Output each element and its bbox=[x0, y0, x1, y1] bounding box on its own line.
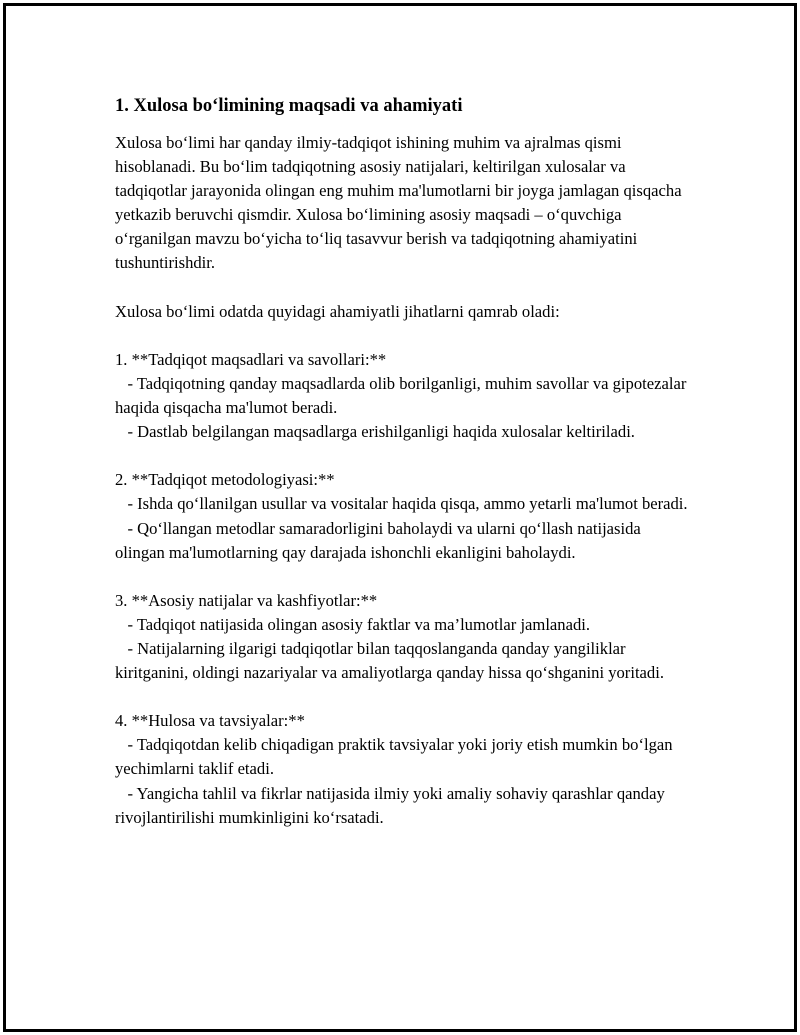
list-item bbox=[115, 372, 690, 420]
list-item-text: - Ishda qo‘llanilgan usullar va vositalar haqida qisqa, ammo yetarli ma'lumot beradi. bbox=[127, 494, 688, 514]
document-body bbox=[115, 93, 690, 830]
lead-paragraph: Xulosa bo‘limi odatda quyidagi ahamiyatli jihatlarni qamrab oladi: bbox=[115, 301, 560, 321]
list-item-text: - Qo‘llangan metodlar samaradorligini baholaydi va ularni qo‘llash natijasida olingan ma'lumotlarning qay darajada ishonchli ekanligini baholaydi. bbox=[115, 518, 641, 562]
paragraph-spacer bbox=[115, 324, 690, 348]
intro-paragraph: Xulosa bo‘limi har qanday ilmiy-tadqiqot ishining muhim va ajralmas qismi hisoblanadi. Bu bo‘lim tadqiqotning asosiy natijalari, keltirilgan xulosalar va tadqiqotlar jarayonida olingan eng muhim ma'lumotlarni bir joyga jamlagan qisqacha yetkazib beruvchi qismdir. Xulosa bo‘limining asosiy maqsadi – o‘quvchiga o‘rganilgan mavzu bo‘yicha to‘liq tasavvur berish va tadqiqotning ahamiyatini tushuntirishdir. bbox=[115, 133, 682, 273]
list-item bbox=[115, 613, 690, 637]
list-item-text: - Natijalarning ilgarigi tadqiqotlar bilan taqqoslanganda qanday yangiliklar kiritganini, oldingi nazariyalar va amaliyotlarga qanday hissa qo‘shganini yoritadi. bbox=[115, 638, 664, 683]
list-section-2 bbox=[115, 468, 690, 564]
paragraph-spacer bbox=[115, 444, 690, 468]
list-item bbox=[115, 782, 690, 830]
list-section-title: 4. **Hulosa va tavsiyalar:** bbox=[115, 711, 305, 731]
list-item-text: - Tadqiqot natijasida olingan asosiy faktlar va ma’lumotlar jamlanadi. bbox=[127, 614, 591, 634]
list-item-text: - Tadqiqotning qanday maqsadlarda olib borilganligi, muhim savollar va gipotezalar haqida qisqacha ma'lumot beradi. bbox=[115, 373, 687, 418]
list-item-text: - Dastlab belgilangan maqsadlarga erishilganligi haqida xulosalar keltiriladi. bbox=[127, 422, 635, 442]
paragraph-spacer bbox=[115, 276, 690, 300]
list-item bbox=[115, 637, 690, 685]
list-section-title: 3. **Asosiy natijalar va kashfiyotlar:** bbox=[115, 590, 378, 610]
list-item bbox=[115, 517, 690, 565]
list-section-3 bbox=[115, 589, 690, 685]
list-item-text: - Tadqiqotdan kelib chiqadigan praktik tavsiyalar yoki joriy etish mumkin bo‘lgan yechimlarni taklif etadi. bbox=[115, 735, 673, 779]
list-section-title: 2. **Tadqiqot metodologiyasi:** bbox=[115, 470, 335, 490]
section-heading: 1. Xulosa bo‘limining maqsadi va ahamiyati bbox=[115, 96, 463, 116]
list-item bbox=[115, 492, 690, 516]
list-section-1 bbox=[115, 348, 690, 444]
list-item-text: - Yangicha tahlil va fikrlar natijasida ilmiy yoki amaliy sohaviy qarashlar qanday rivojlantirilishi mumkinligini ko‘rsatadi. bbox=[115, 783, 665, 827]
list-section-title: 1. **Tadqiqot maqsadlari va savollari:** bbox=[115, 349, 387, 369]
list-section-4 bbox=[115, 709, 690, 829]
paragraph-spacer bbox=[115, 685, 690, 709]
list-item bbox=[115, 733, 690, 781]
paragraph-spacer bbox=[115, 565, 690, 589]
list-item bbox=[115, 420, 690, 444]
